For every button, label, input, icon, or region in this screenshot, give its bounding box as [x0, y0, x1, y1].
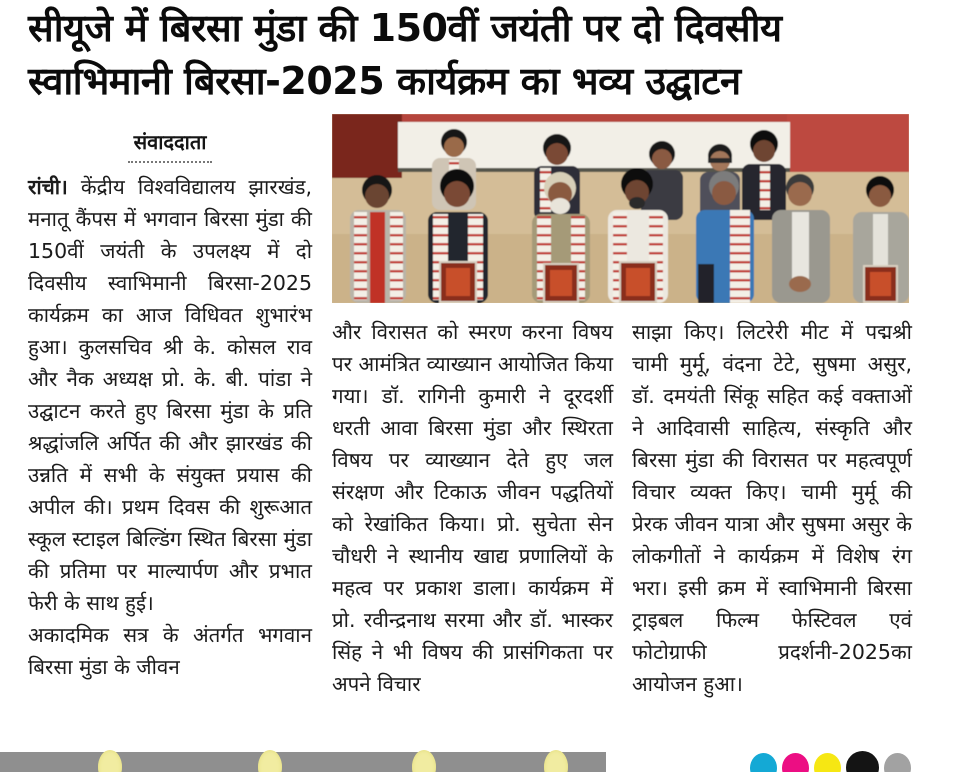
column-right: [632, 316, 912, 700]
article-photo: [332, 114, 909, 303]
lead-text: केंद्रीय विश्वविद्यालय झारखंड, मनातू कैंपस में भगवान बिरसा मुंडा की 150वीं जयंती के उपलक्ष्य में दो दिवसीय स्वाभिमानी बिरसा-2025 कार्यक्रम का आज विधिवत शुभारंभ हुआ। कुलसचिव श्री के. कोसल राव और नैक अध्यक्ष प्रो. के. बी. पांडा ने उद्घाटन करते हुए बिरसा मुंडा के प्रति श्रद्धांजलि अर्पित की और झारखंड की उन्नति में सभी के संयुक्त प्रयास की अपील की। प्रथम दिवस की शुरूआत स्कूल स्टाइल बिल्डिंग स्थित बिरसा मुंडा की प्रतिमा पर माल्यार्पण और प्रभात फेरी के साथ हुई।: [28, 175, 312, 615]
paragraph-middle: और विरासत को स्मरण करना विषय पर आमंत्रित व्याख्यान आयोजित किया गया। डॉ. रागिनी कुमारी ने दूरदर्शी धरती आवा बिरसा मुंडा और स्थिरता विषय पर व्याख्यान देते हुए जल संरक्षण और टिकाऊ जीवन पद्धतियों को रेखांकित किया। प्रो. सुचेता सेन चौधरी ने स्थानीय खाद्य प्रणालियों के महत्व पर प्रकाश डाला। कार्यक्रम में प्रो. रवीन्द्रनाथ सरमा और डॉ. भास्कर सिंह ने भी विषय की प्रासंगिकता पर अपने विचार: [332, 320, 614, 696]
paragraph-academic: अकादमिक सत्र के अंतर्गत भगवान बिरसा मुंडा के जीवन: [28, 623, 312, 679]
dateline: रांची।: [28, 175, 68, 199]
cmyk-dot-3: [814, 753, 841, 772]
cmyk-marks: [750, 753, 911, 772]
cmyk-dot-5: [884, 753, 911, 772]
press-gray-bar: [0, 752, 606, 772]
cmyk-dot-2: [782, 753, 809, 772]
headline-line-2: स्वाभिमानी बिरसा-2025 कार्यक्रम का भव्य उद्घाटन: [28, 59, 741, 103]
headline-line-1: सीयूजे में बिरसा मुंडा की 150वीं जयंती पर दो दिवसीय: [28, 6, 782, 50]
column-left: [28, 126, 312, 683]
cmyk-dot-4: [846, 751, 879, 772]
group-photo-illustration: [332, 114, 909, 303]
column-middle: [332, 316, 613, 700]
paragraph-lead: [28, 171, 312, 619]
cmyk-dot-1: [750, 753, 777, 772]
paragraph-right: साझा किए। लिटरेरी मीट में पद्मश्री चामी मुर्मू, वंदना टेटे, सुषमा असुर, डॉ. दमयंती सिंकू सहित कई वक्ताओं ने आदिवासी साहित्य, संस्कृति और बिरसा मुंडा की विरासत पर महत्वपूर्ण विचार व्यक्त किए। चामी मुर्मू की प्रेरक जीवन यात्रा और सुषमा असुर के लोकगीतों ने कार्यक्रम में विशेष रंग भरा। इसी क्रम में स्वाभिमानी बिरसा ट्राइबल फिल्म फेस्टिवल एवं फोटोग्राफी प्रदर्शनी-2025का आयोजन हुआ।: [632, 320, 912, 696]
byline: संवाददाता: [128, 126, 213, 163]
article-headline: [28, 2, 958, 108]
byline-wrap: [28, 126, 312, 163]
